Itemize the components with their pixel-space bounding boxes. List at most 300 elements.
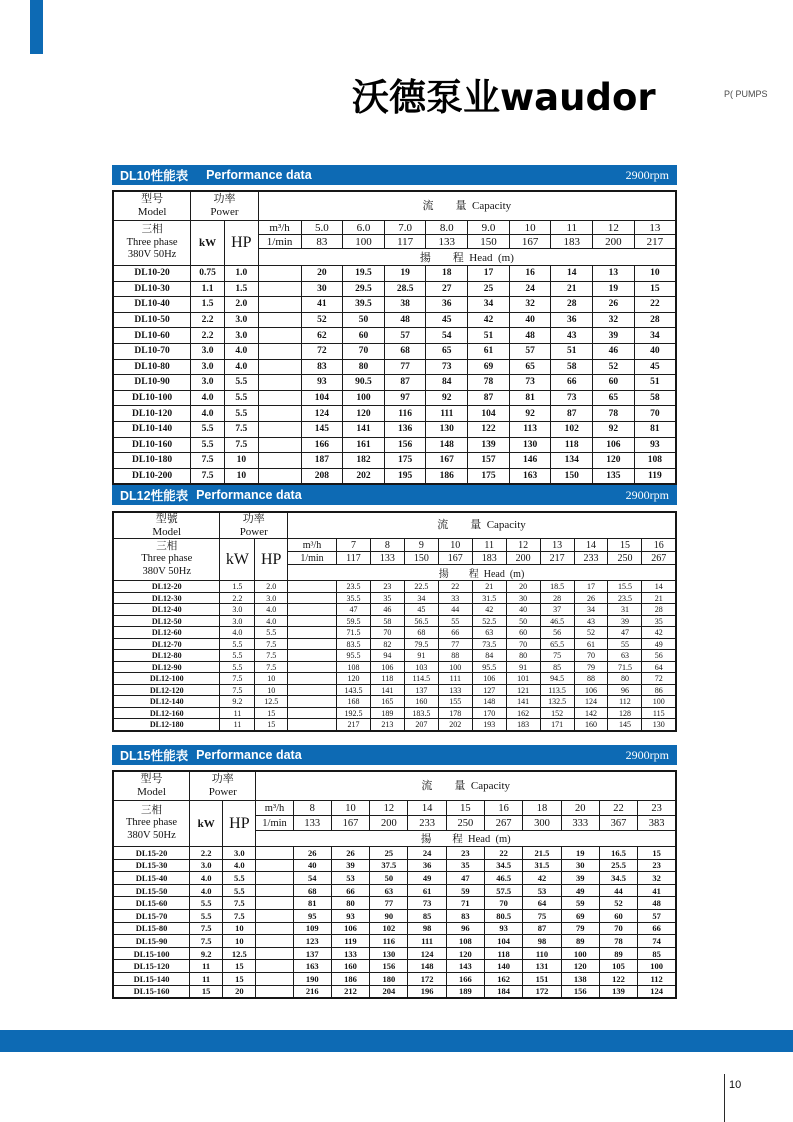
head-value-cell: 48 [638,897,676,910]
phase-line-2: Three phase [126,817,178,829]
head-value-cell: 100 [561,947,599,960]
lmin-value-cell: 183 [472,552,506,565]
head-value-cell: 89 [599,947,637,960]
lmin-value-cell: 267 [485,816,523,831]
head-value-cell: 14 [642,581,676,593]
head-value-cell: 54 [293,872,331,885]
kw-cell: 4.0 [191,406,225,422]
head-value-cell: 32 [593,312,635,328]
flow-unit-row [113,801,676,816]
head-value-cell: 151 [523,972,561,985]
head-value-cell: 21.5 [523,847,561,860]
kw-cell: 3.0 [191,359,225,375]
head-value-cell: 56.5 [404,615,438,627]
model-cell: DL10-200 [113,468,191,484]
hp-cell: 10 [224,468,258,484]
capacity-header: 流 量 Capacity [256,771,676,801]
head-value-cell: 44 [438,604,472,616]
kw-cell: 2.2 [191,328,225,344]
section-title-cn: DL10性能表 [120,169,189,183]
kw-cell: 5.5 [220,638,255,650]
kw-header: kW [190,801,223,847]
head-value-cell: 160 [331,960,369,973]
model-cell: DL10-120 [113,406,191,422]
model-cell: DL15-80 [113,922,190,935]
head-value-cell: 72 [642,673,676,685]
head-value-cell: 61 [408,884,446,897]
model-cell: DL10-80 [113,359,191,375]
head-value-cell: 91 [404,650,438,662]
unit-blank-cell [288,650,337,662]
header-row-groups [113,771,676,801]
head-value-cell: 74 [638,935,676,948]
unit-blank-cell [258,375,301,391]
lmin-value-cell: 200 [506,552,540,565]
head-value-cell: 90.5 [343,375,385,391]
table-row [113,935,676,948]
head-value-cell: 202 [438,719,472,731]
head-value-cell: 108 [634,453,676,469]
head-value-cell: 22.5 [404,581,438,593]
unit-blank-cell [258,468,301,484]
model-cell: DL12-100 [113,673,220,685]
head-value-cell: 57 [509,343,551,359]
head-value-cell: 118 [485,947,523,960]
head-value-cell: 32 [638,872,676,885]
kw-cell: 4.0 [220,627,255,639]
head-value-cell: 28 [551,297,593,313]
head-value-cell: 50 [370,872,408,885]
head-value-cell: 112 [608,696,642,708]
hp-cell: 12.5 [255,696,288,708]
head-value-cell: 73 [551,390,593,406]
model-cell: DL15-30 [113,859,190,872]
flow-value-cell: 12 [370,801,408,816]
head-value-cell: 16.5 [599,847,637,860]
kw-cell: 5.5 [220,650,255,662]
head-value-cell: 68 [404,627,438,639]
head-value-cell: 35 [370,592,404,604]
head-value-cell: 190 [293,972,331,985]
model-cell: DL15-160 [113,985,190,998]
head-value-cell: 88 [438,650,472,662]
head-value-cell: 172 [523,985,561,998]
head-value-cell: 77 [384,359,426,375]
lmin-value-cell: 333 [561,816,599,831]
hp-cell: 4.0 [255,604,288,616]
phase-line-1: 三相 [141,804,163,816]
head-value-cell: 92 [509,406,551,422]
table-row [113,437,676,453]
kw-cell: 5.5 [191,437,225,453]
head-value-cell: 56 [540,627,574,639]
phase-line-1: 三相 [141,224,163,236]
head-value-cell: 42 [468,312,510,328]
model-cell: DL10-60 [113,328,191,344]
model-cell: DL15-20 [113,847,190,860]
head-value-cell: 161 [343,437,385,453]
head-value-cell: 70 [506,638,540,650]
unit-blank-cell [288,684,337,696]
head-value-cell: 111 [426,406,468,422]
head-value-cell: 85 [638,947,676,960]
table-row [113,343,676,359]
head-value-cell: 119 [331,935,369,948]
hp-cell: 10 [223,935,256,948]
unit-blank-cell [256,935,293,948]
head-value-cell: 95.5 [472,661,506,673]
table-row [113,375,676,391]
model-cell: DL15-40 [113,872,190,885]
head-value-cell: 193 [472,719,506,731]
unit-blank-cell [258,390,301,406]
kw-cell: 4.0 [190,872,223,885]
model-cell: DL15-140 [113,972,190,985]
footer-accent-bar [0,1030,793,1052]
head-value-cell: 101 [506,673,540,685]
head-value-cell: 77 [438,638,472,650]
flow-value-cell: 8.0 [426,221,468,235]
lmin-value-cell: 83 [301,235,343,249]
head-value-cell: 66 [438,627,472,639]
unit-blank-cell [258,328,301,344]
head-value-cell: 104 [485,935,523,948]
head-value-cell: 38 [384,297,426,313]
head-value-cell: 130 [426,421,468,437]
head-value-cell: 28 [540,592,574,604]
model-cell: DL12-180 [113,719,220,731]
head-value-cell: 92 [593,421,635,437]
head-value-cell: 136 [384,421,426,437]
head-value-cell: 148 [472,696,506,708]
unit-blank-cell [256,897,293,910]
head-value-cell: 160 [574,719,608,731]
head-value-cell: 42 [642,627,676,639]
hp-cell: 5.5 [224,390,258,406]
head-value-cell: 36 [551,312,593,328]
head-value-cell: 65 [426,343,468,359]
section-title-bar [112,745,677,765]
head-value-cell: 124 [638,985,676,998]
model-header [113,771,190,801]
head-value-cell: 70 [634,406,676,422]
power-header [220,512,288,539]
head-value-cell: 171 [540,719,574,731]
head-value-cell: 36 [408,859,446,872]
lmin-value-cell: 300 [523,816,561,831]
head-value-cell: 73 [408,897,446,910]
model-cell: DL12-140 [113,696,220,708]
head-value-cell: 87 [384,375,426,391]
head-value-cell: 79 [561,922,599,935]
page-number: 10 [729,1079,742,1091]
head-value-cell: 37 [540,604,574,616]
hp-cell: 1.5 [224,281,258,297]
kw-cell: 9.2 [220,696,255,708]
flow-value-cell: 9 [404,539,438,552]
unit-blank-cell [256,847,293,860]
table-body [113,266,676,485]
hp-cell: 10 [255,684,288,696]
unit-blank-cell [288,604,337,616]
head-value-cell: 116 [384,406,426,422]
head-value-cell: 46.5 [485,872,523,885]
head-value-cell: 46 [593,343,635,359]
hp-cell: 7.5 [224,421,258,437]
kw-cell: 4.0 [190,884,223,897]
head-value-cell: 56 [642,650,676,662]
unit-blank-cell [256,859,293,872]
head-value-cell: 54 [426,328,468,344]
head-value-cell: 78 [593,406,635,422]
head-value-cell: 52 [599,897,637,910]
head-value-cell: 66 [331,884,369,897]
head-value-cell: 26 [331,847,369,860]
head-value-cell: 23 [638,859,676,872]
head-value-cell: 100 [642,696,676,708]
head-value-cell: 94 [370,650,404,662]
section-title-cn: DL12性能表 [120,489,189,503]
head-value-cell: 90 [370,909,408,922]
model-cell: DL10-140 [113,421,191,437]
kw-cell: 5.5 [191,421,225,437]
head-value-cell: 124 [301,406,343,422]
model-cell: DL12-80 [113,650,220,662]
head-value-cell: 207 [404,719,438,731]
power-header-cn: 功率 [242,513,265,525]
hp-cell: 3.0 [224,328,258,344]
head-value-cell: 183 [506,719,540,731]
head-value-cell: 71.5 [336,627,370,639]
head-value-cell: 140 [485,960,523,973]
table-row [113,281,676,297]
page-corner-tab [30,0,43,54]
phase-line-2: Three phase [141,553,193,565]
model-cell: DL12-20 [113,581,220,593]
head-value-cell: 17 [468,266,510,282]
table-row [113,638,676,650]
head-value-cell: 133 [438,684,472,696]
head-value-cell: 93 [331,909,369,922]
table-row [113,627,676,639]
head-value-cell: 49 [642,638,676,650]
table-body [113,581,676,731]
head-value-cell: 71 [446,897,484,910]
head-value-cell: 68 [384,343,426,359]
head-value-cell: 59 [561,897,599,910]
head-value-cell: 216 [293,985,331,998]
head-value-cell: 22 [634,297,676,313]
flow-unit-label: m³/h [256,801,293,816]
head-value-cell: 36 [426,297,468,313]
head-value-cell: 18.5 [540,581,574,593]
phase-line-3: 380V 50Hz [127,829,176,841]
kw-cell: 1.5 [220,581,255,593]
model-header-en: Model [152,525,182,538]
model-header [113,191,191,221]
dl12-table-container [112,511,677,732]
head-value-cell: 122 [468,421,510,437]
head-value-cell: 70 [343,343,385,359]
head-value-cell: 35 [642,615,676,627]
head-value-cell: 63 [370,884,408,897]
head-value-cell: 141 [343,421,385,437]
kw-cell: 3.0 [191,343,225,359]
head-value-cell: 119 [634,468,676,484]
power-header-cn: 功率 [213,193,236,206]
head-value-cell: 108 [336,661,370,673]
model-cell: DL12-50 [113,615,220,627]
lmin-value-cell: 250 [608,552,642,565]
head-value-cell: 114.5 [404,673,438,685]
head-value-cell: 39.5 [343,297,385,313]
head-value-cell: 202 [343,468,385,484]
head-header: 揚 程 Head (m) [288,565,676,581]
head-value-cell: 75 [523,909,561,922]
hp-cell: 7.5 [255,638,288,650]
head-value-cell: 195 [384,468,426,484]
head-value-cell: 105 [599,960,637,973]
head-value-cell: 163 [509,468,551,484]
head-value-cell: 84 [426,375,468,391]
section-title-en: Performance data [196,488,302,502]
flow-value-cell: 8 [293,801,331,816]
head-value-cell: 44 [599,884,637,897]
hp-cell: 3.0 [223,847,256,860]
head-value-cell: 166 [301,437,343,453]
head-value-cell: 29.5 [343,281,385,297]
lmin-value-cell: 133 [293,816,331,831]
table-row [113,707,676,719]
phase-header [113,221,191,266]
head-value-cell: 162 [485,972,523,985]
head-value-cell: 155 [438,696,472,708]
head-value-cell: 180 [370,972,408,985]
head-value-cell: 23 [370,581,404,593]
rpm-label: 2900rpm [625,167,669,182]
table-row [113,909,676,922]
kw-header: kW [220,539,255,581]
head-value-cell: 23.5 [608,592,642,604]
model-cell: DL10-40 [113,297,191,313]
head-value-cell: 146 [509,453,551,469]
head-value-cell: 52 [301,312,343,328]
unit-blank-cell [288,719,337,731]
head-value-cell: 106 [331,922,369,935]
model-cell: DL12-60 [113,627,220,639]
kw-cell: 0.75 [191,266,225,282]
head-header: 揚 程 Head (m) [258,249,676,266]
head-value-cell: 60 [593,375,635,391]
model-cell: DL15-60 [113,897,190,910]
hp-cell: 5.5 [223,884,256,897]
head-value-cell: 167 [426,453,468,469]
model-cell: DL15-100 [113,947,190,960]
head-value-cell: 217 [336,719,370,731]
head-value-cell: 40 [509,312,551,328]
head-value-cell: 100 [638,960,676,973]
kw-cell: 7.5 [190,922,223,935]
table-body [113,847,676,999]
model-cell: DL12-160 [113,707,220,719]
head-value-cell: 142 [574,707,608,719]
head-value-cell: 120 [343,406,385,422]
flow-unit-row [113,221,676,235]
head-value-cell: 51 [468,328,510,344]
head-value-cell: 15 [634,281,676,297]
head-value-cell: 143 [446,960,484,973]
hp-cell: 10 [223,922,256,935]
kw-cell: 11 [220,707,255,719]
model-header-cn: 型號 [155,513,178,525]
head-value-cell: 43 [551,328,593,344]
rpm-label: 2900rpm [625,487,669,502]
head-value-cell: 66 [638,922,676,935]
head-value-cell: 25 [370,847,408,860]
head-value-cell: 120 [561,960,599,973]
lmin-value-cell: 167 [438,552,472,565]
head-value-cell: 63 [608,650,642,662]
head-value-cell: 111 [408,935,446,948]
head-value-cell: 42 [472,604,506,616]
section-title-en: Performance data [196,748,302,762]
lmin-value-cell: 183 [551,235,593,249]
head-value-cell: 124 [574,696,608,708]
lmin-value-cell: 200 [593,235,635,249]
kw-cell: 3.0 [220,604,255,616]
phase-header [113,801,190,847]
head-value-cell: 85 [540,661,574,673]
head-value-cell: 97 [384,390,426,406]
head-value-cell: 93 [301,375,343,391]
header-row-groups [113,512,676,539]
head-value-cell: 45 [426,312,468,328]
head-value-cell: 10 [634,266,676,282]
head-value-cell: 166 [446,972,484,985]
head-value-cell: 95 [293,909,331,922]
head-value-cell: 23.5 [336,581,370,593]
hp-header: HP [255,539,288,581]
head-value-cell: 37.5 [370,859,408,872]
head-value-cell: 109 [293,922,331,935]
head-value-cell: 108 [446,935,484,948]
unit-blank-cell [256,985,293,998]
head-value-cell: 156 [561,985,599,998]
unit-blank-cell [258,421,301,437]
head-value-cell: 78 [468,375,510,391]
hp-cell: 2.0 [255,581,288,593]
head-value-cell: 28 [634,312,676,328]
kw-cell: 2.2 [220,592,255,604]
head-value-cell: 175 [384,453,426,469]
power-header-en: Power [210,206,239,218]
model-cell: DL10-50 [113,312,191,328]
hp-cell: 3.0 [224,312,258,328]
head-value-cell: 52 [593,359,635,375]
model-header-cn: 型号 [141,193,164,206]
lmin-value-cell: 100 [343,235,385,249]
head-value-cell: 187 [301,453,343,469]
head-value-cell: 104 [468,406,510,422]
unit-blank-cell [258,359,301,375]
head-value-cell: 49 [408,872,446,885]
head-value-cell: 14 [551,266,593,282]
head-value-cell: 59 [446,884,484,897]
head-value-cell: 22 [438,581,472,593]
head-value-cell: 152 [540,707,574,719]
head-value-cell: 58 [551,359,593,375]
model-cell: DL10-160 [113,437,191,453]
